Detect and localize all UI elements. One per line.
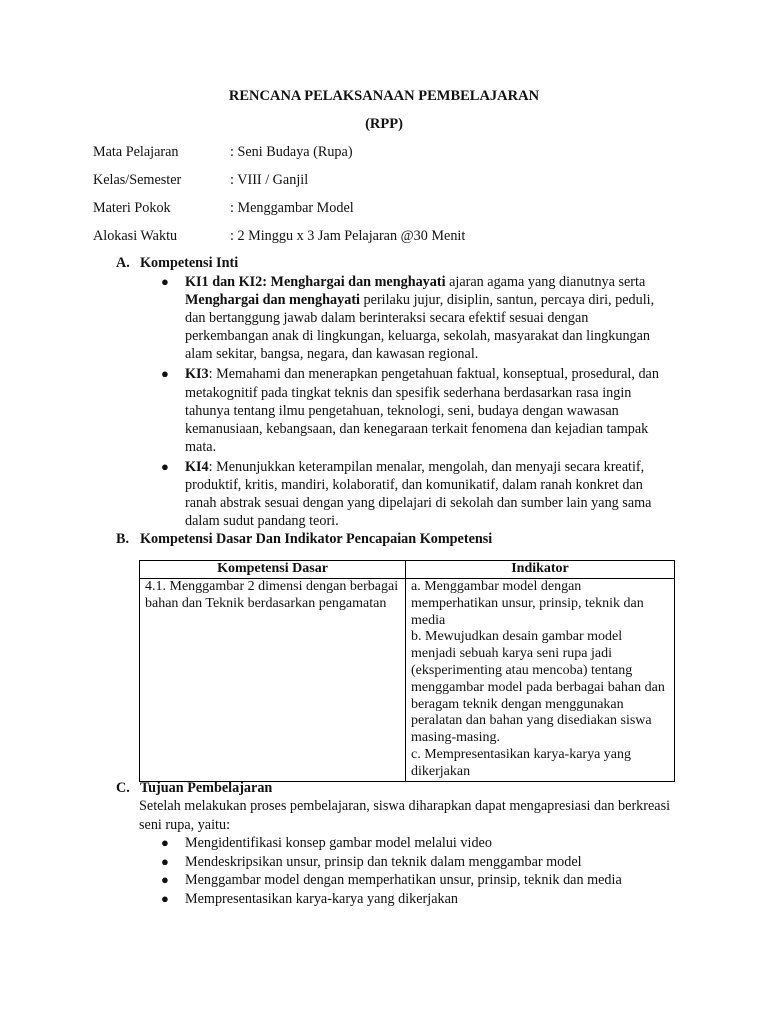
item-text: Mendeskripsikan unsur, prinsip dan teknik dalam menggambar model [185, 853, 582, 870]
section-c-heading [116, 779, 272, 798]
item-text: Mempresentasikan karya-karya yang dikerjakan [185, 890, 458, 907]
item-bold: KI3 [185, 366, 209, 383]
competency-indicator-table [139, 560, 675, 782]
learning-objectives-intro: Setelah melakukan proses pembelajaran, siswa diharapkan dapat mengapresiasi dan berkreasi seni rupa, yaitu: [139, 798, 671, 833]
list-item-ki3 [161, 365, 675, 455]
section-title: Kompetensi Dasar Dan Indikator Pencapaian Kompetensi [140, 531, 493, 547]
document-subtitle: (RPP) [365, 116, 403, 132]
meta-value: : Seni Budaya (Rupa) [230, 144, 353, 160]
item-text: ajaran agama yang dianutnya serta [445, 274, 646, 290]
meta-label: Mata Pelajaran [93, 144, 179, 160]
list-item [161, 871, 675, 890]
document-title: RENCANA PELAKSANAAN PEMBELAJARAN [228, 88, 540, 104]
bullet-icon: ● [161, 366, 169, 382]
section-letter: B. [116, 531, 130, 547]
meta-label: Kelas/Semester [93, 172, 182, 188]
bullet-icon: ● [161, 274, 169, 289]
indicator-item: b. Mewujudkan desain gambar model menjadi sebuah karya seni rupa jadi (eksperimenting atau mencoba) tentang menggambar model pada berbagai bahan dan beragam teknik dengan menggunakan peralatan dan bahan yang disediakan siswa masing-masing. [411, 629, 665, 746]
item-bold: Menghargai dan menghayati [270, 274, 446, 290]
item-bold: Menghargai dan menghayati [185, 292, 360, 309]
section-letter: C. [116, 780, 130, 796]
indicator-item: a. Menggambar model dengan memperhatikan unsur, prinsip, teknik dan media [411, 579, 644, 628]
bullet-icon: ● [161, 835, 169, 850]
table-cell-indicators [406, 579, 675, 782]
bullet-icon: ● [161, 890, 169, 906]
section-a-heading [116, 254, 238, 273]
item-bold: KI4 [185, 458, 209, 475]
meta-value: : 2 Minggu x 3 Jam Pelajaran @30 Menit [230, 228, 466, 244]
bullet-icon: ● [161, 853, 169, 869]
table-header-cell: Kompetensi Dasar [140, 561, 406, 579]
list-item-ki1-ki2 [161, 273, 675, 363]
section-title: Kompetensi Inti [140, 255, 239, 271]
table-cell-basic-competency: 4.1. Menggambar 2 dimensi dengan berbagai bahan dan Teknik berdasarkan pengamatan [140, 579, 406, 782]
item-text: perilaku jujur, disiplin, santun, percaya diri, peduli, dan bertanggung jawab dalam berinteraksi secara efektif sesuai dengan perkembangan anak di lingkungan, keluarga, sekolah, masyarakat dan lingkungan alam sekitar, bangsa, negara, dan kawasan regional. [185, 292, 655, 363]
item-text: Menggambar model dengan memperhatikan unsur, prinsip, teknik dan media [185, 872, 622, 889]
meta-value: : Menggambar Model [230, 200, 354, 216]
learning-objectives-list [161, 834, 675, 908]
meta-label: Alokasi Waktu [93, 228, 178, 244]
bullet-icon: ● [161, 458, 169, 474]
section-b-heading [116, 530, 492, 549]
table-header-cell: Indikator [406, 561, 675, 579]
item-text: : Memahami dan menerapkan pengetahuan faktual, konseptual, prosedural, dan metakognitif pada tingkat teknis dan spesifik sederhana berdasarkan rasa ingin tahunya tentang ilmu pengetahuan, teknologi, seni, budaya dengan wawasan kemanusiaan, kebangsaan, dan kenegaraan terkait fenomena dan kejadian tampak mata. [185, 366, 659, 455]
list-item [161, 853, 675, 872]
item-text: : Menunjukkan keterampilan menalar, mengolah, dan menyaji secara kreatif, produktif, kritis, mandiri, kolaboratif, dan komunikatif, dalam ranah konkret dan ranah abstrak sesuai dengan yang dipelajari di sekolah dan sumber lain yang sama dalam sudut pandang teori. [185, 458, 652, 530]
table-row [140, 579, 675, 782]
indicator-item: c. Mempresentasikan karya-karya yang dikerjakan [411, 746, 632, 779]
core-competency-list [161, 273, 675, 532]
list-item [161, 890, 675, 909]
meta-label: Materi Pokok [93, 200, 171, 216]
section-title: Tujuan Pembelajaran [140, 780, 273, 796]
item-bold: KI1 dan KI2: [185, 274, 267, 290]
meta-value: : VIII / Ganjil [230, 172, 309, 188]
list-item [161, 834, 675, 853]
bullet-icon: ● [161, 872, 169, 888]
item-text: Mengidentifikasi konsep gambar model melalui video [185, 835, 492, 851]
section-letter: A. [116, 255, 130, 271]
list-item-ki4 [161, 458, 675, 530]
table-header-row [140, 561, 675, 579]
